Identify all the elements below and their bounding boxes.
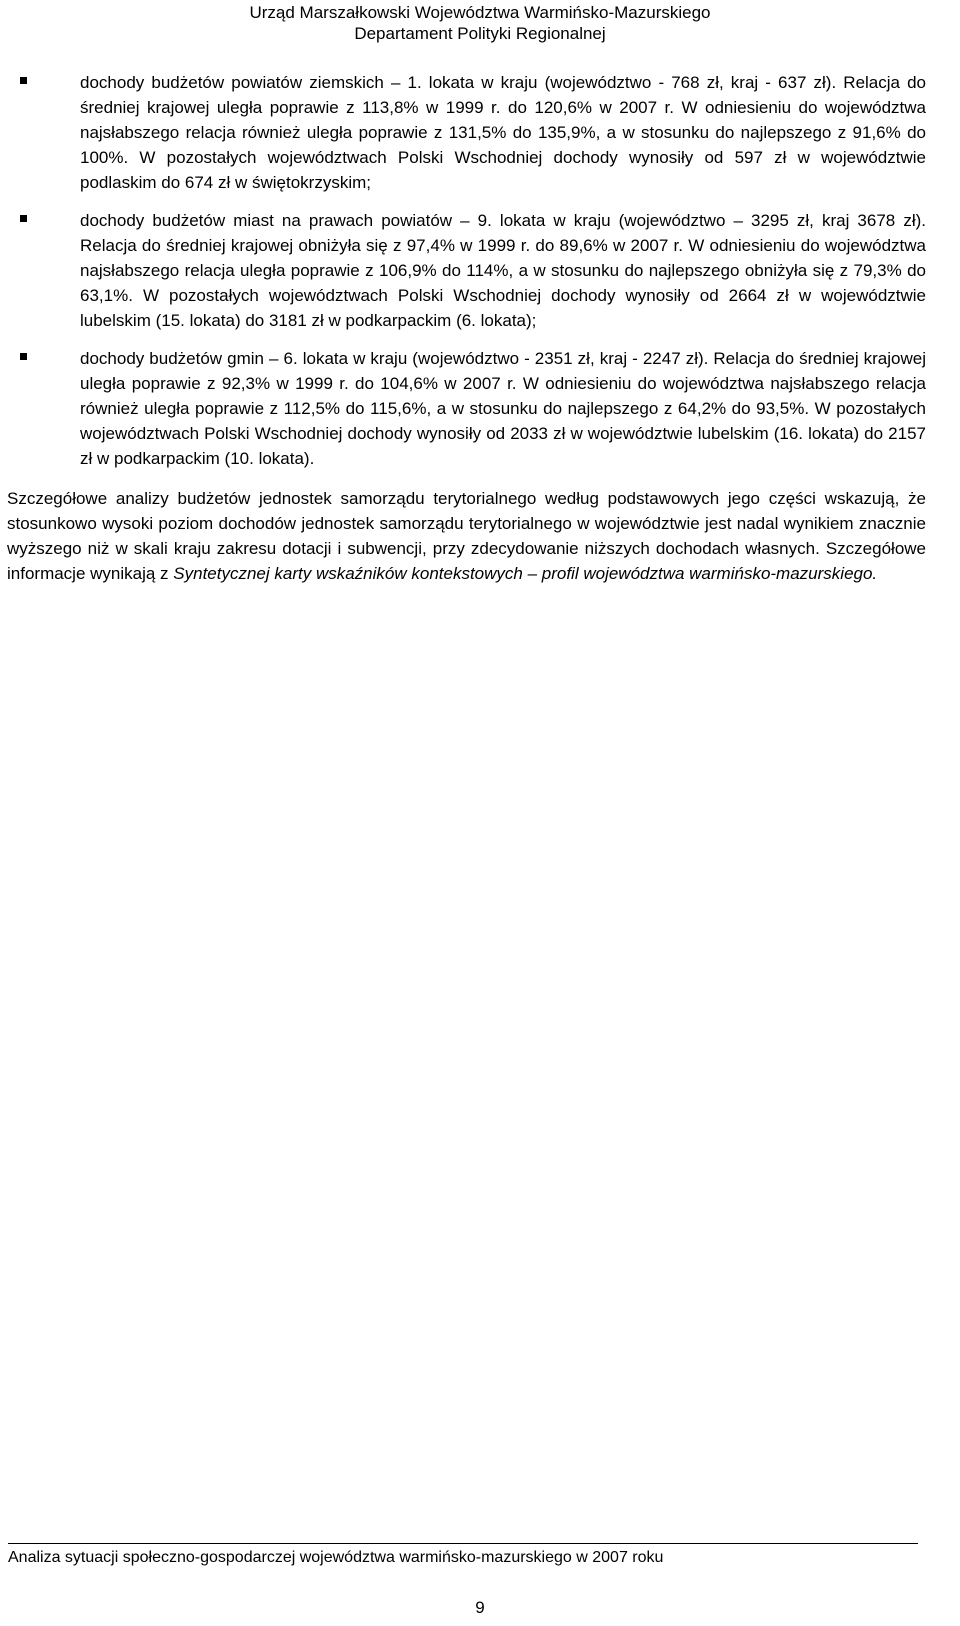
bullet-text: dochody budżetów powiatów ziemskich – 1. lokata w kraju (województwo - 768 zł, kraj - 637 zł). Relacja do średniej krajowej uległa poprawie z 113,8% w 1999 r. do 120,6% w 2007 r. W odniesieniu do województwa najsłabszego relacja również uległa poprawie z 131,5% do 135,9%, a w stosunku do najlepszego z 91,6% do 100%. W pozostałych województwach Polski Wschodniej dochody wynosiły od 597 zł w województwie podlaskim do 674 zł w świętokrzyskim; [80, 73, 926, 192]
summary-italic-reference: Syntetycznej karty wskaźników kontekstowych – profil województwa warmińsko-mazurskiego. [173, 564, 878, 583]
square-bullet-icon [20, 215, 27, 222]
bullet-item-gminy [7, 346, 926, 471]
square-bullet-icon [20, 353, 27, 360]
bullet-item-powiaty-ziemskie [7, 70, 926, 195]
header-department-name: Departament Polityki Regionalnej [354, 24, 606, 43]
bullet-text: dochody budżetów gmin – 6. lokata w kraju (województwo - 2351 zł, kraj - 2247 zł). Relacja do średniej krajowej uległa poprawie z 92,3% w 1999 r. do 104,6% w 2007 r. W odniesieniu do województwa najsłabszego relacja również uległa poprawie z 112,5% do 115,6%, a w stosunku do najlepszego z 64,2% do 93,5%. W pozostałych województwach Polski Wschodniej dochody wynosiły od 2033 zł w województwie lubelskim (16. lokata) do 2157 zł w podkarpackim (10. lokata). [80, 349, 926, 468]
square-bullet-icon [20, 77, 27, 84]
document-body [7, 70, 926, 603]
page-header [0, 2, 960, 44]
summary-paragraph [7, 486, 926, 586]
header-office-name: Urząd Marszałkowski Województwa Warmińsko-Mazurskiego [249, 3, 711, 22]
bullet-text: dochody budżetów miast na prawach powiatów – 9. lokata w kraju (województwo – 3295 zł, kraj 3678 zł). Relacja do średniej krajowej obniżyła się z 97,4% w 1999 r. do 89,6% w 2007 r. W odniesieniu do województwa najsłabszego relacja uległa poprawie z 106,9% do 114%, a w stosunku do najlepszego obniżyła się z 79,3% do 63,1%. W pozostałych województwach Polski Wschodniej dochody wynosiły od 2664 zł w województwie lubelskim (15. lokata) do 3181 zł w podkarpackim (6. lokata); [80, 211, 926, 330]
summary-text: Szczegółowe analizy budżetów jednostek samorządu terytorialnego według podstawowych jego części wskazują, że stosunkowo wysoki poziom dochodów jednostek samorządu terytorialnego w województwie jest nadal wynikiem znacznie wyższego niż w skali kraju zakresu dotacji i subwencji, przy zdecydowanie niższych dochodach własnych. Szczegółowe informacje wynikają z [7, 489, 926, 583]
bullet-item-miasta-na-prawach-powiatow [7, 208, 926, 333]
footer-divider [8, 1543, 918, 1544]
page-number: 9 [475, 1598, 485, 1617]
footer-document-title: Analiza sytuacji społeczno-gospodarczej województwa warmińsko-mazurskiego w 2007 roku [8, 1549, 664, 1566]
